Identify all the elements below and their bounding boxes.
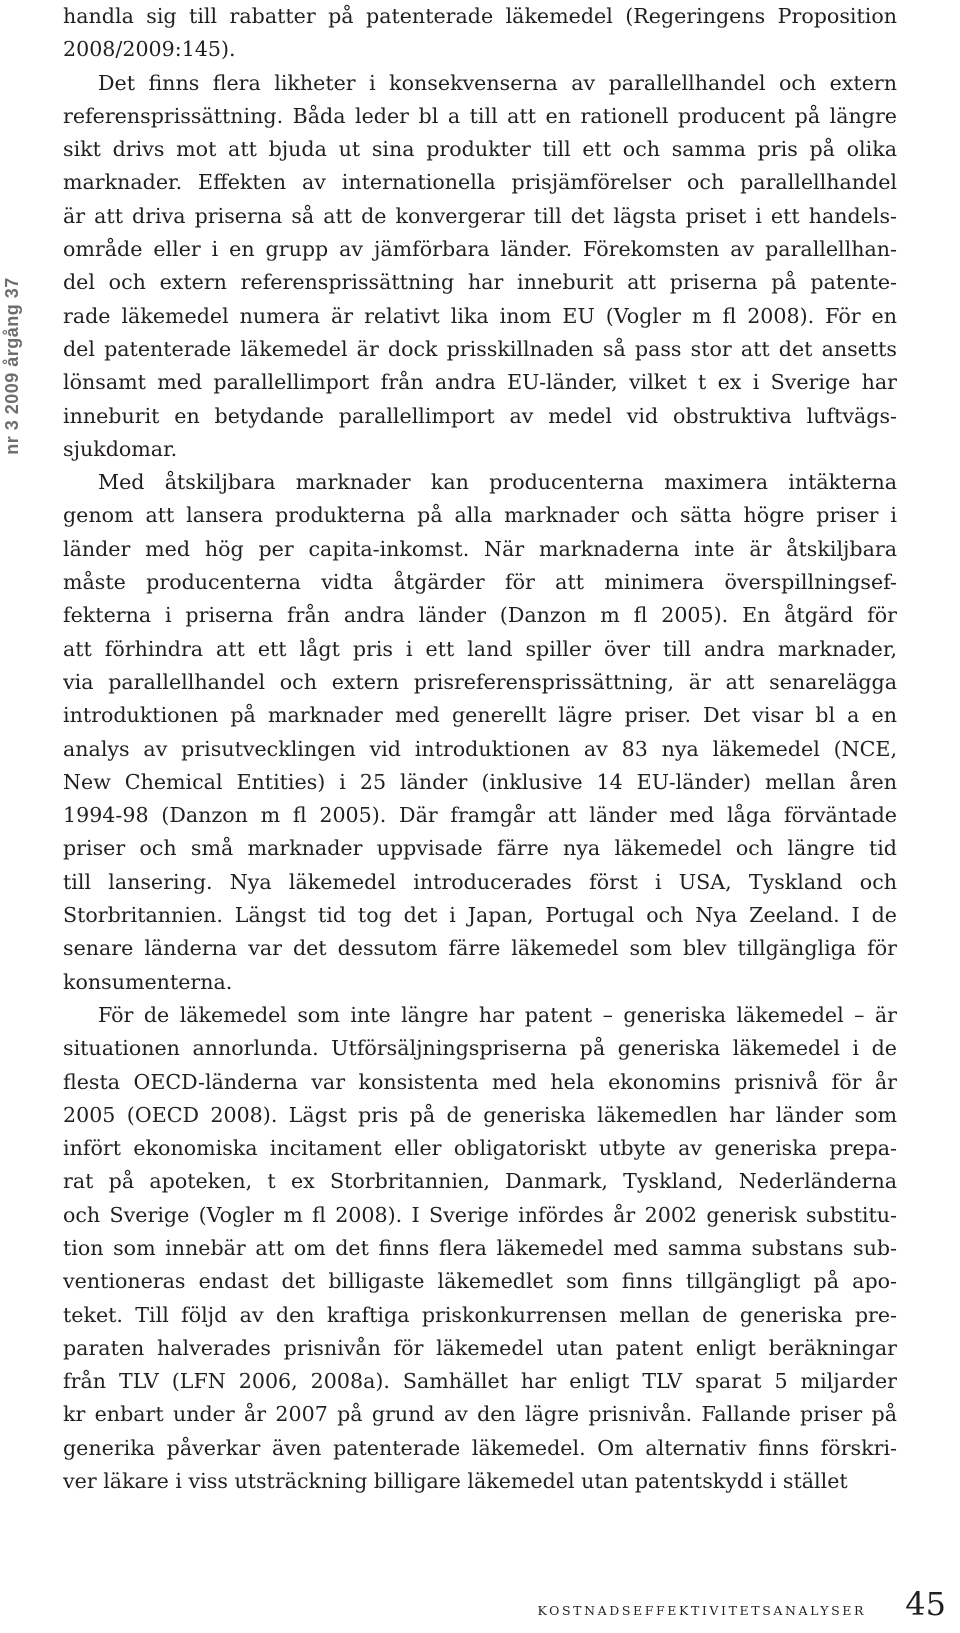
text-line: inneburit en betydande parallellimport av medel vid obstruktiva luftvägs-	[63, 403, 897, 428]
journal-issue-label: nr 3 2009 årgång 37	[2, 277, 22, 455]
text-line: Storbritannien. Längst tid tog det i Japan, Portugal och Nya Zeeland. I de	[63, 903, 897, 928]
text-line: introduktionen på marknader med generellt lägre priser. Det visar bl a en	[63, 703, 897, 728]
text-line: från TLV (LFN 2006, 2008a). Samhället har enligt TLV sparat 5 miljarder	[63, 1369, 897, 1394]
text-line: måste producenterna vidta åtgärder för att minimera överspillningsef-	[63, 570, 897, 595]
text-line: område eller i en grupp av jämförbara länder. Förekomsten av parallellhan-	[63, 237, 897, 262]
text-line: konsumenterna.	[63, 969, 233, 994]
text-line: infört ekonomiska incitament eller obligatoriskt utbyte av generiska prepa-	[63, 1136, 897, 1161]
text-line: flesta OECD-länderna var konsistenta med hela ekonomins prisnivå för år	[63, 1069, 897, 1094]
text-line: rat på apoteken, t ex Storbritannien, Danmark, Tyskland, Nederländerna	[63, 1169, 897, 1194]
text-line: del patenterade läkemedel är dock prisskillnaden så pass stor att det ansetts	[63, 336, 897, 361]
text-line: 2005 (OECD 2008). Lägst pris på de generiska läkemedlen har länder som	[63, 1102, 897, 1127]
text-line: tion som innebär att om det finns flera läkemedel med samma substans sub-	[63, 1235, 897, 1260]
text-line: sikt drivs mot att bjuda ut sina produkter till ett och samma pris på olika	[63, 137, 897, 162]
text-line: handla sig till rabatter på patenterade läkemedel (Regeringens Proposition	[63, 4, 897, 28]
text-line: För de läkemedel som inte längre har patent – generiska läkemedel – är	[98, 1002, 897, 1027]
text-line: situationen annorlunda. Utförsäljningspriserna på generiska läkemedel i de	[63, 1036, 897, 1061]
text-line: priser och små marknader uppvisade färre nya läkemedel och längre tid	[63, 836, 897, 861]
text-line: länder med hög per capita-inkomst. När marknaderna inte är åtskiljbara	[63, 536, 897, 561]
text-line: ver läkare i viss utsträckning billigare läkemedel utan patentskydd i stället	[63, 1469, 848, 1494]
text-line: är att driva priserna så att de konvergerar till det lägsta priset i ett handels-	[63, 203, 897, 228]
text-line: kr enbart under år 2007 på grund av den lägre prisnivån. Fallande priser på	[63, 1402, 897, 1427]
body-text	[63, 0, 897, 1498]
text-line: Med åtskiljbara marknader kan producenterna maximera intäkterna	[98, 470, 897, 495]
text-line: Det finns flera likheter i konsekvenserna av parallellhandel och extern	[98, 70, 897, 95]
text-line: analys av prisutvecklingen vid introduktionen av 83 nya läkemedel (NCE,	[63, 736, 897, 761]
text-line: via parallellhandel och extern prisreferensprissättning, är att senarelägga	[63, 669, 897, 694]
paragraph	[63, 999, 897, 1498]
text-line: paraten halverades prisnivån för läkemedel utan patent enligt beräkningar	[63, 1335, 897, 1360]
text-line: fekterna i priserna från andra länder (Danzon m fl 2005). En åtgärd för	[63, 603, 897, 628]
text-line: generika påverkar även patenterade läkemedel. Om alternativ finns förskri-	[63, 1435, 897, 1460]
text-line: ventioneras endast det billigaste läkemedlet som finns tillgängligt på apo-	[63, 1269, 897, 1294]
page-number: 45	[905, 1585, 946, 1623]
text-line: 1994-98 (Danzon m fl 2005). Där framgår att länder med låga förväntade	[63, 803, 897, 828]
text-line: genom att lansera produkterna på alla marknader och sätta högre priser i	[63, 503, 897, 528]
paragraph	[63, 0, 897, 67]
text-line: senare länderna var det dessutom färre läkemedel som blev tillgängliga för	[63, 936, 897, 961]
text-line: att förhindra att ett lågt pris i ett land spiller över till andra marknader,	[63, 636, 897, 661]
running-head: KOSTNADSEFFEKTIVITETSANALYSER	[537, 1603, 866, 1618]
text-line: del och extern referensprissättning har inneburit att priserna på patente-	[63, 270, 897, 295]
paragraph	[63, 466, 897, 999]
text-line: och Sverige (Vogler m fl 2008). I Sverige infördes år 2002 generisk substitu-	[63, 1202, 897, 1227]
paragraph	[63, 67, 897, 467]
text-line: marknader. Effekten av internationella prisjämförelser och parallellhandel	[63, 170, 897, 195]
text-line: lönsamt med parallellimport från andra EU-länder, vilket t ex i Sverige har	[63, 370, 897, 395]
text-line: till lansering. Nya läkemedel introducerades först i USA, Tyskland och	[63, 869, 897, 894]
text-line: rade läkemedel numera är relativt lika inom EU (Vogler m fl 2008). För en	[63, 303, 897, 328]
page-footer	[0, 1583, 960, 1623]
text-line: sjukdomar.	[63, 436, 178, 461]
text-line: New Chemical Entities) i 25 länder (inklusive 14 EU-länder) mellan åren	[63, 769, 897, 794]
text-line: teket. Till följd av den kraftiga priskonkurrensen mellan de generiska pre-	[63, 1302, 897, 1327]
text-line: referensprissättning. Båda leder bl a till att en rationell producent på längre	[63, 103, 897, 128]
text-line: 2008/2009:145).	[63, 37, 236, 62]
